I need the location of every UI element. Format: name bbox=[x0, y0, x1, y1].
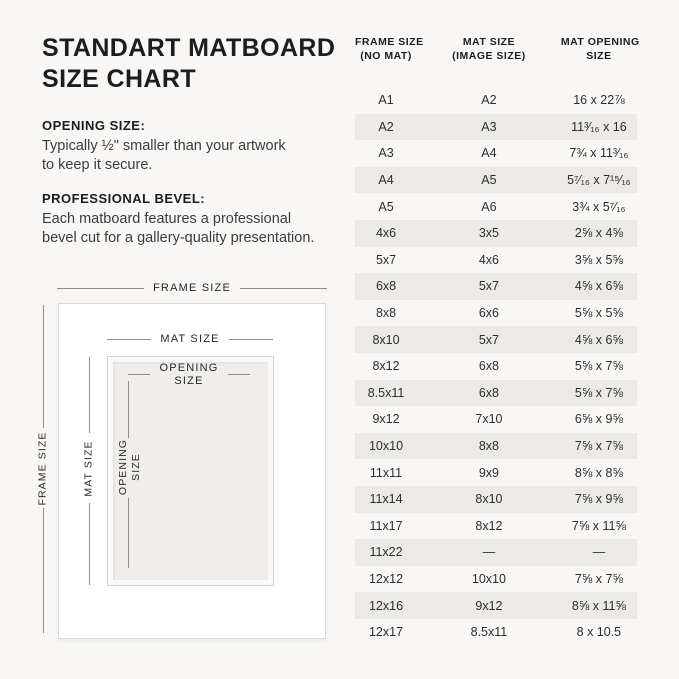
mat-size-rail-top bbox=[89, 357, 90, 433]
mat-opening-cell: 8 x 10.5 bbox=[576, 625, 622, 640]
mat-size-cell: — bbox=[482, 545, 496, 560]
mat-size-cell: 8.5x11 bbox=[470, 625, 508, 640]
mat-opening-cell: 7⅝ x 9⅝ bbox=[574, 492, 623, 507]
frame-size-cell: 8x10 bbox=[372, 332, 400, 347]
mat-opening-cell: 3⅝ x 5⅝ bbox=[574, 252, 623, 267]
header-line: (IMAGE SIZE) bbox=[452, 49, 526, 62]
mat-opening-cell: 7⅝ x 11⅝ bbox=[571, 518, 626, 533]
table-row bbox=[355, 87, 637, 114]
column-header-mat-opening-size bbox=[560, 36, 640, 63]
mat-size-cell: 7x10 bbox=[475, 412, 503, 427]
frame-size-cell: A3 bbox=[378, 146, 394, 161]
opening-size-body-line2: to keep it secure. bbox=[42, 157, 153, 173]
table-row bbox=[355, 167, 637, 194]
mat-opening-cell: 8⅝ x 11⅝ bbox=[571, 598, 626, 613]
frame-size-cell: 11x11 bbox=[369, 465, 403, 480]
mat-opening-cell: 6⅝ x 9⅝ bbox=[574, 412, 623, 427]
table-row bbox=[355, 513, 637, 540]
mat-opening-cell: 5⅝ x 7⅝ bbox=[574, 359, 623, 374]
mat-opening-cell: 5⅝ x 5⅝ bbox=[574, 306, 623, 321]
frame-size-cell: 8.5x11 bbox=[367, 385, 405, 400]
professional-bevel-heading: PROFESSIONAL BEVEL: bbox=[42, 191, 206, 206]
header-line: FRAME SIZE bbox=[355, 36, 424, 48]
mat-size-cell: A6 bbox=[481, 199, 497, 214]
table-row bbox=[355, 114, 637, 141]
mat-size-cell: 9x12 bbox=[475, 598, 503, 613]
frame-size-cell: A5 bbox=[378, 199, 394, 214]
column-header-mat-size bbox=[417, 36, 561, 63]
table-row bbox=[355, 140, 637, 167]
table-row bbox=[355, 459, 637, 486]
frame-size-cell: 12x12 bbox=[368, 571, 404, 586]
header-line: MAT SIZE bbox=[462, 36, 516, 48]
mat-size-cell: 9x9 bbox=[478, 465, 500, 480]
mat-size-label-text: MAT SIZE bbox=[160, 333, 220, 345]
table-row bbox=[355, 300, 637, 327]
mat-size-cell: 3x5 bbox=[478, 226, 500, 241]
mat-opening-cell: 7⅝ x 7⅝ bbox=[574, 439, 623, 454]
mat-size-cell: 4x6 bbox=[478, 252, 500, 267]
opening-size-heading: OPENING SIZE: bbox=[42, 118, 146, 133]
frame-size-label-text: FRAME SIZE bbox=[153, 282, 232, 294]
frame-size-cell: 5x7 bbox=[375, 252, 397, 267]
table-row bbox=[355, 273, 637, 300]
table-row bbox=[355, 193, 637, 220]
opening-size-vertical-label bbox=[117, 435, 143, 499]
frame-size-cell: 9x12 bbox=[372, 412, 400, 427]
opening-vertical-line1: OPENING bbox=[117, 438, 129, 496]
frame-size-cell: 11x14 bbox=[369, 492, 403, 507]
frame-size-cell: 11x17 bbox=[369, 518, 403, 533]
mat-size-cell: 6x6 bbox=[478, 306, 500, 321]
table-row bbox=[355, 619, 637, 646]
mat-size-cell: A4 bbox=[481, 146, 497, 161]
table-row bbox=[355, 380, 637, 407]
table-row bbox=[355, 406, 637, 433]
mat-size-cell: 5x7 bbox=[478, 279, 500, 294]
table-row bbox=[355, 220, 637, 247]
label-line bbox=[107, 339, 151, 340]
mat-opening-cell: 4⅝ x 6⅝ bbox=[574, 279, 623, 294]
frame-size-cell: 8x12 bbox=[372, 359, 400, 374]
frame-size-cell: 12x16 bbox=[368, 598, 404, 613]
mat-opening-cell: 16 x 22⅞ bbox=[573, 93, 625, 108]
professional-bevel-body-line1: Each matboard features a professional bbox=[42, 211, 292, 227]
mat-size-cell: A3 bbox=[481, 119, 497, 134]
mat-size-cell: 6x8 bbox=[478, 359, 500, 374]
mat-opening-cell: 4⅝ x 6⅝ bbox=[574, 332, 623, 347]
mat-opening-cell: 7⅝ x 7⅝ bbox=[574, 571, 623, 586]
table-row bbox=[355, 353, 637, 380]
table-row bbox=[355, 592, 637, 619]
mat-opening-cell: 8⅝ x 8⅝ bbox=[574, 465, 623, 480]
table-row bbox=[355, 326, 637, 353]
page-title-line2: SIZE CHART bbox=[42, 65, 196, 93]
frame-size-cell: A4 bbox=[378, 173, 394, 188]
frame-size-cell: A2 bbox=[378, 119, 394, 134]
opening-size-rail-bottom bbox=[128, 498, 129, 568]
opening-size-body-line1: Typically ½" smaller than your artwork bbox=[42, 138, 286, 154]
mat-opening-cell: 5⅝ x 7⅝ bbox=[574, 385, 623, 400]
frame-size-cell: 4x6 bbox=[375, 226, 397, 241]
frame-size-rail-top bbox=[43, 305, 44, 428]
frame-size-cell: 11x22 bbox=[369, 545, 403, 560]
mat-opening-cell: 5⁷⁄₁₆ x 7¹⁵⁄₁₆ bbox=[567, 173, 631, 188]
table-row bbox=[355, 433, 637, 460]
frame-size-cell: 12x17 bbox=[368, 625, 404, 640]
frame-size-cell: 8x8 bbox=[375, 306, 397, 321]
opening-size-label-text bbox=[159, 362, 218, 388]
opening-size-section bbox=[42, 118, 286, 175]
header-line: (NO MAT) bbox=[360, 49, 412, 62]
professional-bevel-body-line2: bevel cut for a gallery-quality presentation. bbox=[42, 230, 315, 246]
mat-size-cell: A2 bbox=[481, 93, 497, 108]
label-line bbox=[128, 374, 150, 375]
mat-size-vertical-label: MAT SIZE bbox=[82, 440, 95, 497]
label-line bbox=[240, 288, 327, 289]
label-line bbox=[57, 288, 144, 289]
opening-label-line1: OPENING bbox=[159, 362, 219, 374]
header-line: SIZE bbox=[586, 49, 612, 62]
frame-size-cell: 10x10 bbox=[368, 439, 404, 454]
opening-label-line2: SIZE bbox=[174, 375, 204, 387]
mat-opening-cell: 2⅝ x 4⅝ bbox=[574, 226, 623, 241]
size-table-header bbox=[355, 36, 640, 63]
column-header-frame-size bbox=[355, 36, 424, 63]
mat-size-cell: 8x10 bbox=[475, 492, 503, 507]
mat-size-cell: 10x10 bbox=[471, 571, 506, 586]
table-row bbox=[355, 566, 637, 593]
frame-size-vertical-label: FRAME SIZE bbox=[36, 431, 49, 506]
mat-size-horizontal-label bbox=[107, 333, 273, 346]
opening-size-horizontal-label bbox=[128, 362, 250, 388]
label-line bbox=[228, 374, 250, 375]
table-row bbox=[355, 486, 637, 513]
size-table-body bbox=[355, 87, 637, 645]
mat-opening-cell: 7¾ x 11³⁄₁₆ bbox=[569, 146, 629, 161]
page-title bbox=[42, 33, 335, 95]
table-row bbox=[355, 247, 637, 274]
frame-size-cell: A1 bbox=[378, 93, 394, 108]
mat-size-cell: 8x12 bbox=[475, 518, 503, 533]
page-title-line1: STANDART MATBOARD bbox=[42, 34, 336, 62]
frame-size-cell: 6x8 bbox=[375, 279, 397, 294]
header-line: MAT OPENING bbox=[560, 36, 640, 48]
professional-bevel-section bbox=[42, 191, 314, 248]
mat-opening-cell: 3¾ x 5⁷⁄₁₆ bbox=[572, 199, 626, 214]
mat-size-rail-bottom bbox=[89, 503, 90, 585]
opening-vertical-line2: SIZE bbox=[130, 453, 142, 481]
frame-size-rail-bottom bbox=[43, 508, 44, 633]
opening-size-rail-top bbox=[128, 381, 129, 438]
table-row bbox=[355, 539, 637, 566]
mat-size-cell: 6x8 bbox=[478, 385, 500, 400]
mat-opening-cell: — bbox=[592, 545, 606, 560]
mat-size-cell: 8x8 bbox=[478, 439, 500, 454]
mat-opening-cell: 11³⁄₁₆ x 16 bbox=[571, 119, 627, 134]
label-line bbox=[229, 339, 273, 340]
mat-size-cell: 5x7 bbox=[478, 332, 500, 347]
frame-size-horizontal-label bbox=[57, 282, 327, 295]
mat-size-cell: A5 bbox=[481, 173, 497, 188]
